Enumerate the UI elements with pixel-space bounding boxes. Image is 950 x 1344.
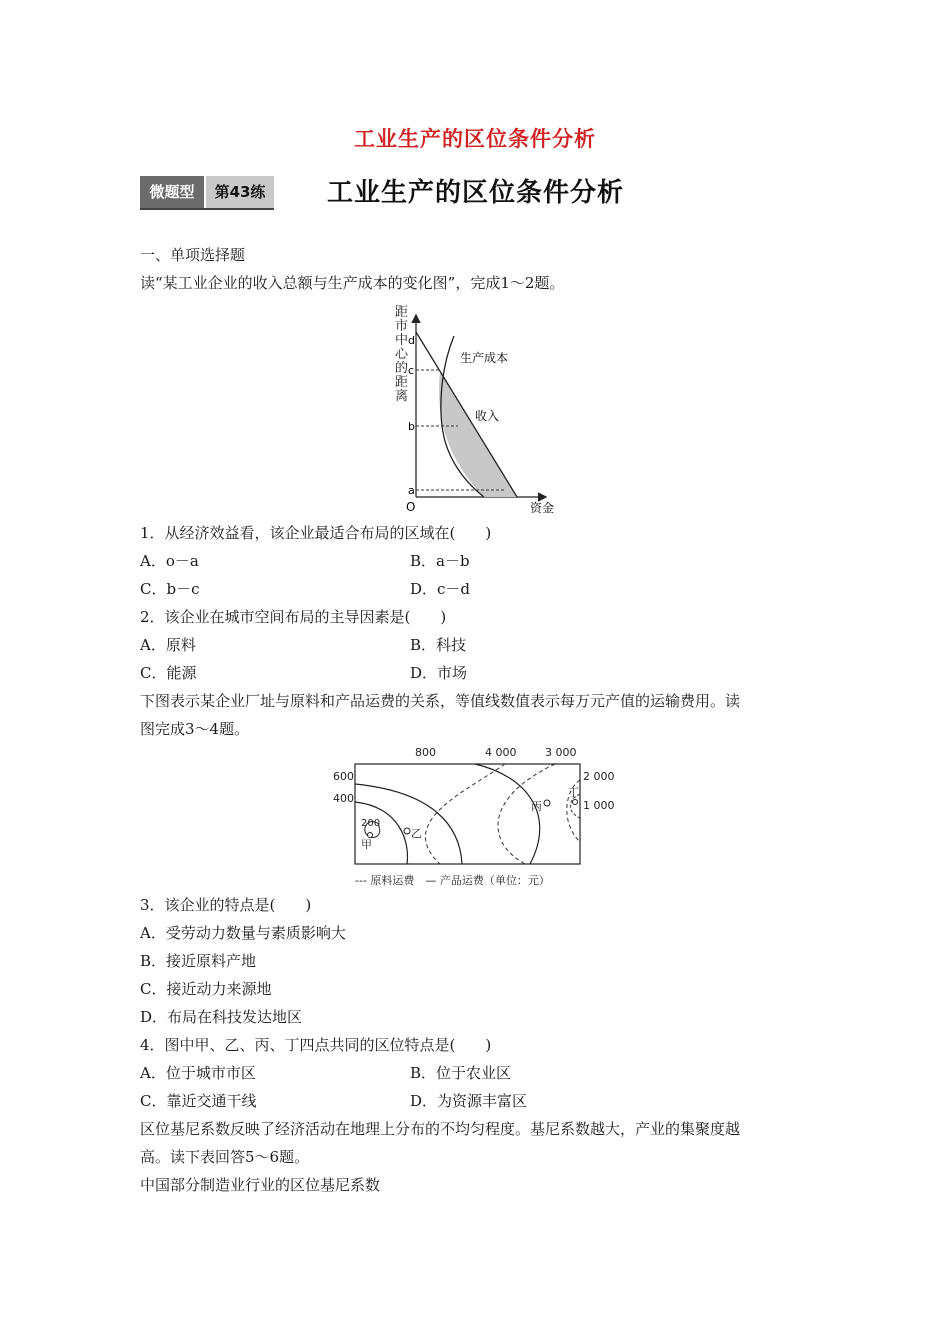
- income-label: 收入: [475, 409, 500, 423]
- y-label-char: 距: [395, 375, 409, 390]
- banner-title: 工业生产的区位条件分析: [327, 178, 625, 208]
- x-axis-label: 资金: [530, 501, 555, 515]
- origin-label: O: [406, 500, 416, 514]
- tick-c: c: [408, 364, 415, 377]
- q4-option-a: A．位于城市市区: [140, 1064, 256, 1082]
- q1-stem: 1．从经济效益看，该企业最适合布局的区域在( ): [140, 524, 492, 542]
- label-200: 200: [361, 818, 381, 829]
- tick-a: a: [408, 484, 415, 497]
- intro-q3-4-line2: 图完成3～4题。: [140, 720, 250, 738]
- legend: --- 原料运费 — 产品运费（单位：元）: [355, 874, 550, 887]
- q4-option-b: B．位于农业区: [410, 1064, 512, 1082]
- q3-option-a: A．受劳动力数量与素质影响大: [140, 924, 346, 942]
- table-caption: 中国部分制造业行业的区位基尼系数: [140, 1176, 381, 1194]
- q3-option-d: D．布局在科技发达地区: [140, 1008, 303, 1026]
- intro-q1-2: 读“某工业企业的收入总额与生产成本的变化图”，完成1～2题。: [140, 274, 565, 292]
- label-800: 800: [415, 746, 436, 759]
- y-label-char: 市: [395, 319, 409, 334]
- intro-q3-4-line1: 下图表示某企业厂址与原料和产品运费的关系，等值线数值表示每万元产值的运输费用。读: [140, 692, 741, 710]
- product-cost-800: [475, 764, 540, 864]
- q2-option-b: B．科技: [410, 636, 467, 654]
- tick-d: d: [408, 334, 415, 347]
- point-ding: 丁: [568, 786, 579, 799]
- cost-label: 生产成本: [460, 351, 509, 365]
- intro-q5-6-line2: 高。读下表回答5～6题。: [140, 1148, 310, 1166]
- raw-cost-4000: [425, 764, 505, 864]
- banner-tag-number: 第43练: [206, 176, 274, 208]
- point-yi: 乙: [411, 827, 422, 840]
- tick-b: b: [408, 420, 415, 433]
- q3-stem: 3．该企业的特点是( ): [140, 896, 312, 914]
- product-cost-400: [355, 802, 407, 864]
- label-400: 400: [333, 792, 354, 805]
- banner-underline: [140, 208, 274, 210]
- map-frame: [355, 764, 580, 864]
- label-2000: 2 000: [583, 770, 615, 783]
- section-heading: 一、单项选择题: [140, 246, 246, 264]
- y-label-char: 的: [395, 361, 409, 376]
- raw-cost-3000: [498, 764, 555, 864]
- q1-option-c: C．b－c: [140, 580, 200, 598]
- q2-option-a: A．原料: [140, 636, 196, 654]
- point-jia-marker: [368, 833, 373, 838]
- label-4000: 4 000: [485, 746, 517, 759]
- q1-option-a: A．o－a: [140, 552, 199, 570]
- intro-q5-6-line1: 区位基尼系数反映了经济活动在地理上分布的不均匀程度。基尼系数越大，产业的集聚度越: [140, 1120, 741, 1138]
- q2-stem: 2．该企业在城市空间布局的主导因素是( ): [140, 608, 447, 626]
- q2-option-d: D．市场: [410, 664, 468, 682]
- point-ding-marker: [573, 800, 578, 805]
- q4-stem: 4．图中甲、乙、丙、丁四点共同的区位特点是( ): [140, 1036, 492, 1054]
- label-3000: 3 000: [545, 746, 577, 759]
- point-yi-marker: [404, 828, 410, 834]
- label-1000: 1 000: [583, 799, 615, 812]
- point-bing: 丙: [531, 800, 542, 813]
- banner-tag-type: 微题型: [140, 176, 204, 208]
- y-label-char: 心: [395, 347, 409, 362]
- q3-option-c: C．接近动力来源地: [140, 980, 272, 998]
- point-bing-marker: [544, 800, 550, 806]
- q3-option-b: B．接近原料产地: [140, 952, 257, 970]
- q4-option-c: C．靠近交通干线: [140, 1092, 257, 1110]
- y-label-char: 中: [395, 333, 409, 348]
- q1-option-b: B．a－b: [410, 552, 470, 570]
- y-axis-label: [395, 305, 409, 404]
- q1-option-d: D．c－d: [410, 580, 471, 598]
- q2-option-c: C．能源: [140, 664, 197, 682]
- y-label-char: 离: [395, 389, 409, 404]
- label-600: 600: [333, 770, 354, 783]
- y-label-char: 距: [395, 305, 409, 320]
- q4-option-d: D．为资源丰富区: [410, 1092, 528, 1110]
- point-jia: 甲: [361, 838, 372, 851]
- figure-transport-cost: [325, 742, 625, 892]
- document-title: 工业生产的区位条件分析: [354, 127, 596, 151]
- figure-income-cost: [380, 300, 570, 520]
